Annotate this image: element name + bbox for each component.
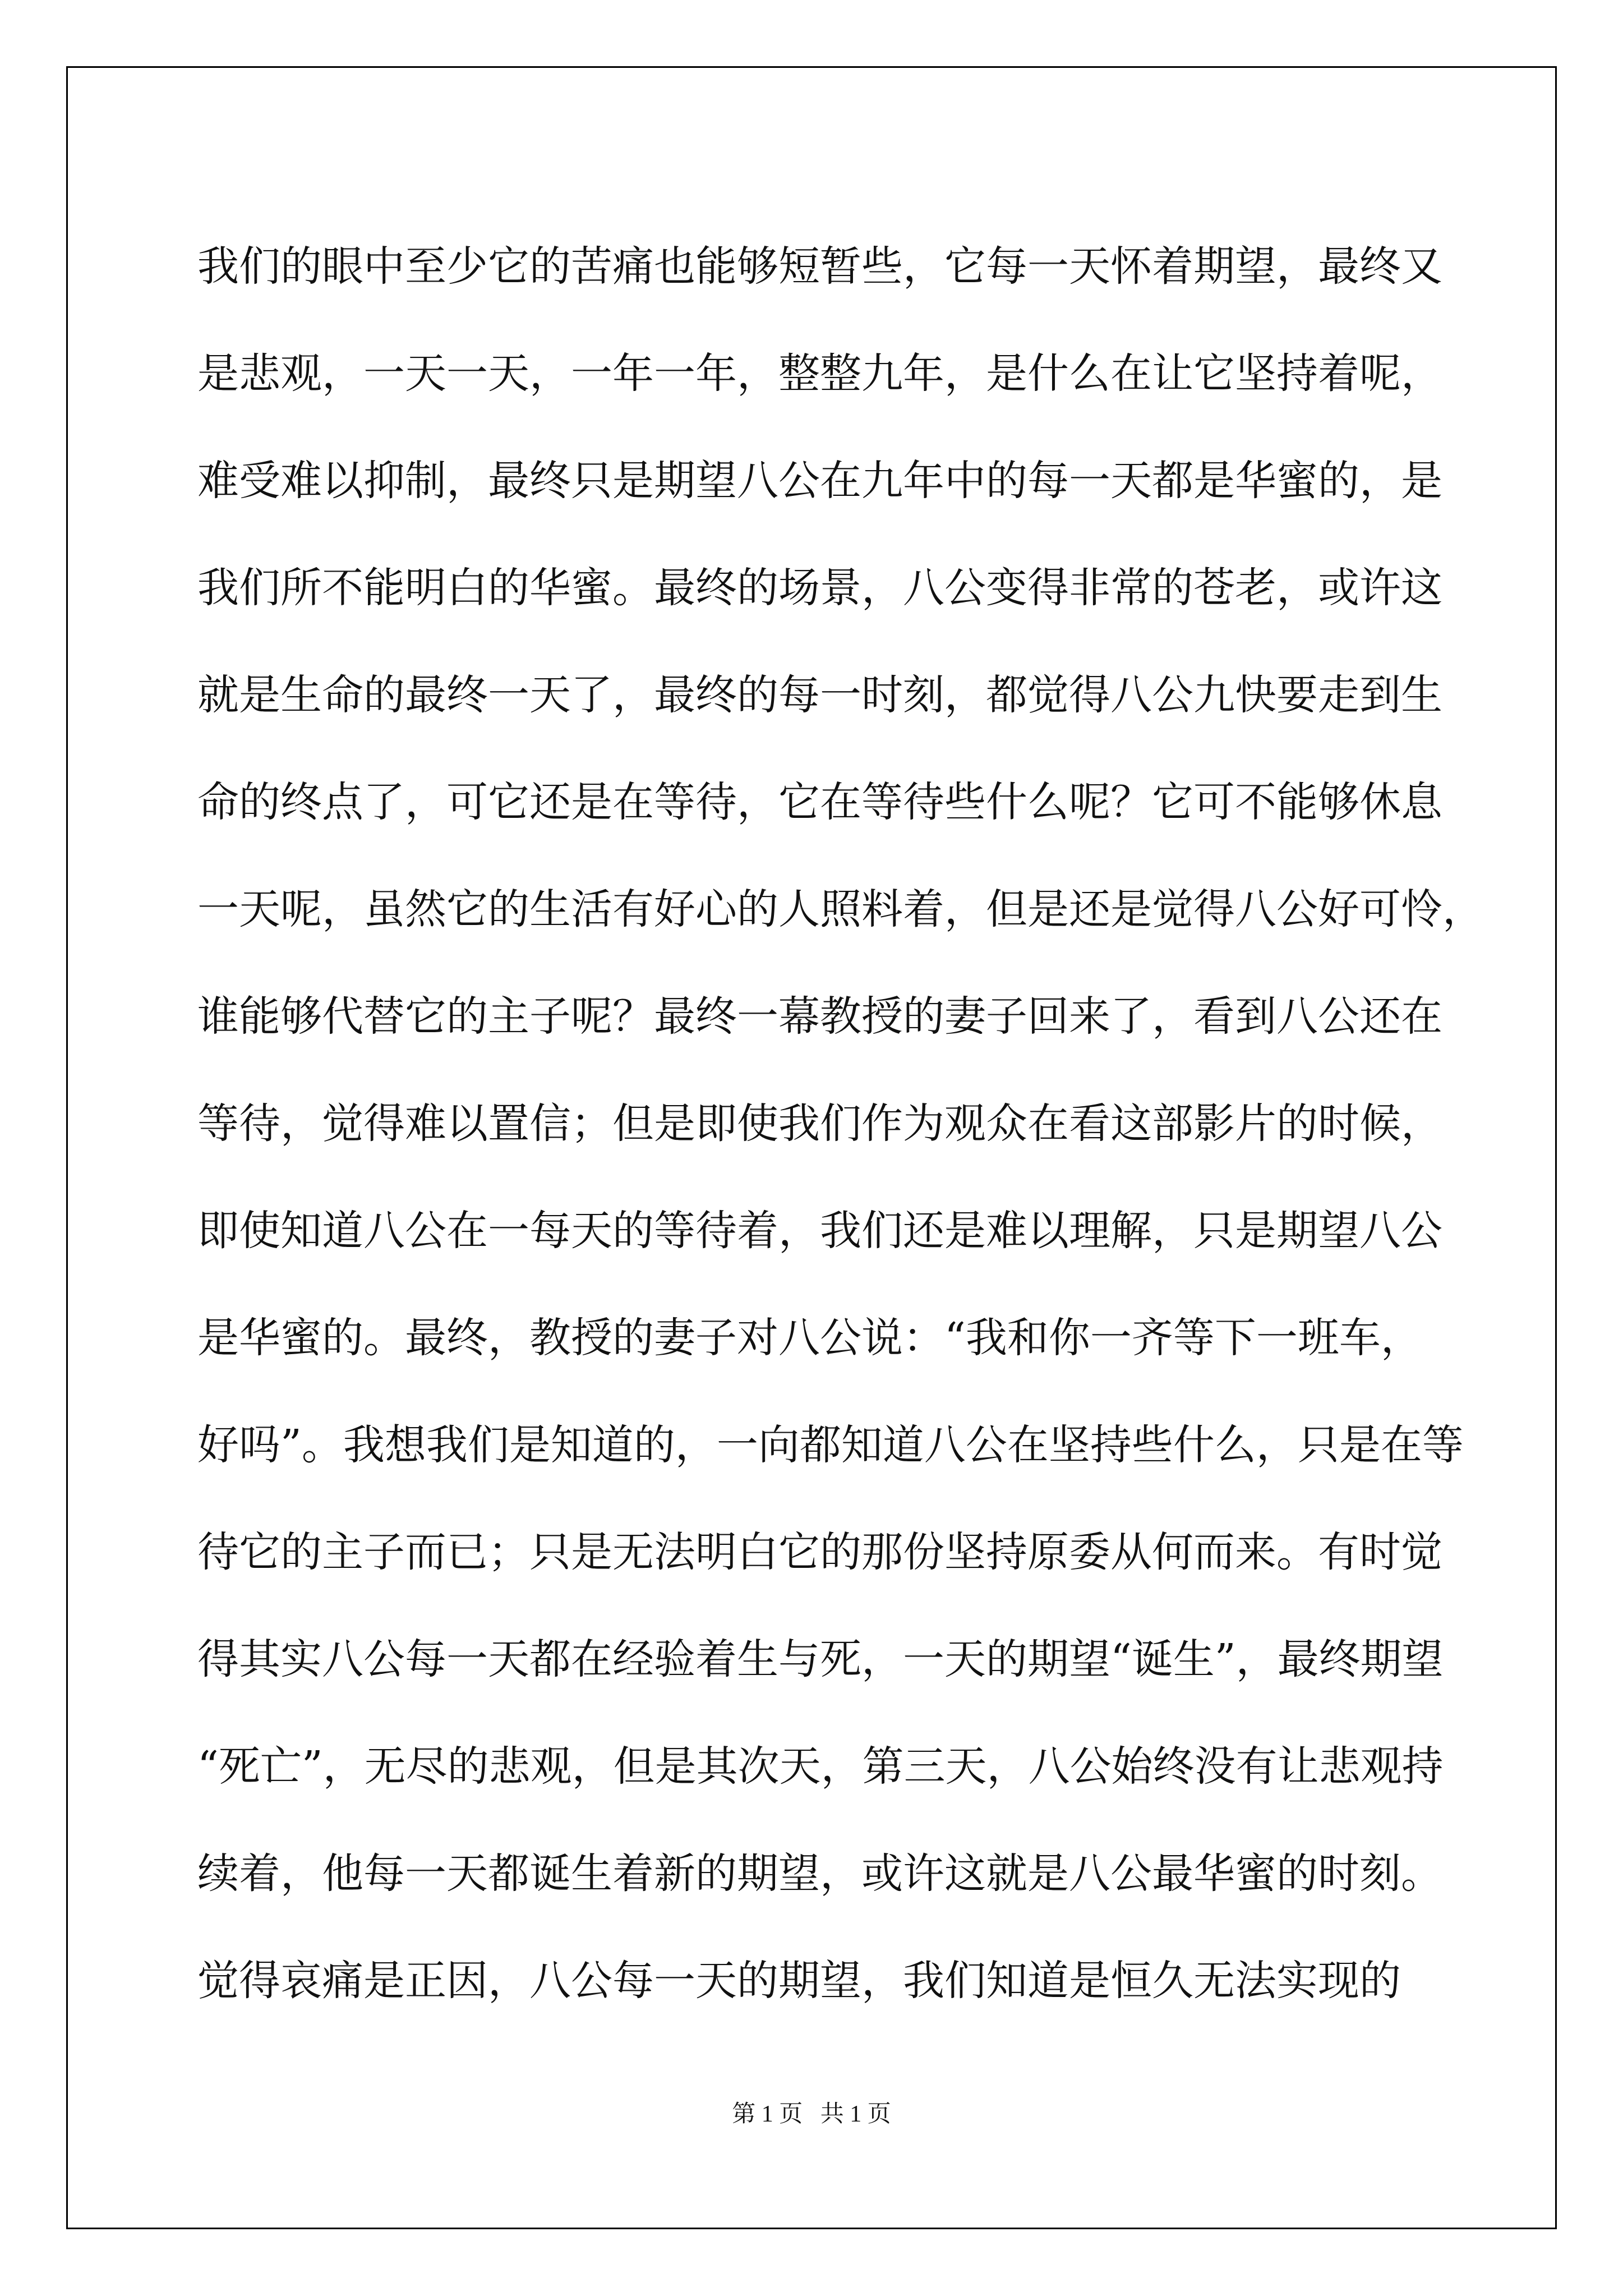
- text-line: 续着，他每一天都诞生着新的期望，或许这就是八公最华蜜的时刻。: [197, 1849, 1442, 1898]
- text-line: 是悲观，一天一天，一年一年，整整九年，是什么在让它坚持着呢，: [197, 349, 1442, 398]
- text-line: 是华蜜的。最终，教授的妻子对八公说：“我和你一齐等下一班车，: [197, 1314, 1422, 1362]
- text-line: 好吗”。我想我们是知道的，一向都知道八公在坚持些什么，只是在等: [197, 1421, 1464, 1469]
- text-line: 难受难以抑制，最终只是期望八公在九年中的每一天都是华蜜的，是: [197, 457, 1442, 505]
- text-line: 我们所不能明白的华蜜。最终的场景，八公变得非常的苍老，或许这: [197, 564, 1442, 612]
- text-line: 我们的眼中至少它的苦痛也能够短暂些，它每一天怀着期望，最终又: [197, 242, 1442, 291]
- text-line: 就是生命的最终一天了，最终的每一时刻，都觉得八公九快要走到生: [197, 671, 1442, 719]
- text-line: 待它的主子而已；只是无法明白它的那份坚持原委从何而来。有时觉: [197, 1528, 1442, 1576]
- text-line: 得其实八公每一天都在经验着生与死，一天的期望“诞生”，最终期望: [197, 1635, 1444, 1683]
- text-line: 一天呢，虽然它的生活有好心的人照料着，但是还是觉得八公好可怜，: [197, 885, 1484, 933]
- page-footer: 第 1 页 共 1 页: [732, 2101, 891, 2127]
- document-body: [197, 213, 1484, 2035]
- text-line: 命的终点了，可它还是在等待，它在等待些什么呢？它可不能够休息: [197, 778, 1442, 826]
- text-line: 谁能够代替它的主子呢？最终一幕教授的妻子回来了，看到八公还在: [197, 992, 1442, 1041]
- text-line: 即使知道八公在一每天的等待着，我们还是难以理解，只是期望八公: [197, 1207, 1442, 1255]
- text-line: 觉得哀痛是正因，八公每一天的期望，我们知道是恒久无法实现的: [197, 1957, 1401, 2005]
- text-line: “死亡”，无尽的悲观，但是其次天，第三天，八公始终没有让悲观持: [197, 1742, 1444, 1791]
- text-line: 等待，觉得难以置信；但是即使我们作为观众在看这部影片的时候，: [197, 1099, 1442, 1148]
